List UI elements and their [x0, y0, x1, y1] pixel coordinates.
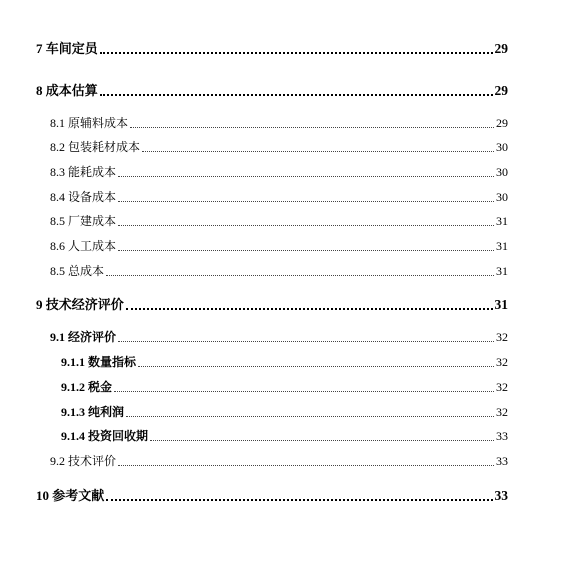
toc-entry-chapter-9[interactable]: [36, 294, 508, 313]
toc-page-number: 32: [496, 355, 508, 369]
toc-entry-label: 9.1.2 税金: [61, 380, 113, 394]
toc-entry-label: 9.1.3 纯利润: [61, 405, 125, 419]
toc-entry-8-1[interactable]: [50, 114, 508, 131]
toc-entry-label: 9.1 经济评价: [50, 330, 117, 344]
toc-leader-dots: [118, 201, 494, 202]
toc-page-number: 33: [496, 429, 508, 443]
toc-entry-9-1-3[interactable]: [61, 403, 508, 420]
toc-page-number: 29: [496, 116, 508, 130]
toc-leader-dots: [106, 499, 492, 501]
toc-page-number: 31: [494, 297, 508, 312]
toc-entry-label: 9.1.1 数量指标: [61, 355, 137, 369]
toc-entry-chapter-8[interactable]: [36, 80, 508, 99]
toc-leader-dots: [106, 275, 494, 276]
toc-entry-label: 8.5 厂建成本: [50, 214, 117, 228]
toc-entry-label: 8.1 原辅料成本: [50, 116, 129, 130]
toc-entry-8-3[interactable]: [50, 163, 508, 180]
toc-page-number: 30: [496, 190, 508, 204]
toc-entry-label: 8.5 总成本: [50, 264, 105, 278]
toc-leader-dots: [100, 52, 493, 54]
toc-leader-dots: [118, 250, 494, 251]
toc-page-number: 32: [496, 330, 508, 344]
toc-page-number: 31: [496, 264, 508, 278]
toc-entry-label: 10 参考文献: [36, 488, 105, 503]
toc-page-number: 32: [496, 380, 508, 394]
toc-entry-label: 9 技术经济评价: [36, 297, 124, 312]
toc-entry-chapter-7[interactable]: [36, 38, 508, 57]
toc-entry-9-1[interactable]: [50, 328, 508, 345]
toc-entry-8-total[interactable]: [50, 262, 508, 279]
toc-leader-dots: [114, 391, 494, 392]
toc-entry-label: 8.4 设备成本: [50, 190, 117, 204]
toc-page-number: 31: [496, 214, 508, 228]
toc-leader-dots: [150, 440, 494, 441]
toc-entry-label: 8 成本估算: [36, 83, 98, 98]
toc-entry-8-5[interactable]: [50, 212, 508, 229]
toc-page-number: 32: [496, 405, 508, 419]
toc-leader-dots: [118, 176, 494, 177]
toc-entry-label: 9.1.4 投资回收期: [61, 429, 149, 443]
toc-page-number: 30: [496, 165, 508, 179]
toc-entry-label: 8.2 包装耗材成本: [50, 140, 141, 154]
toc-entry-8-4[interactable]: [50, 188, 508, 205]
toc-page-number: 29: [494, 41, 508, 56]
toc-leader-dots: [118, 341, 494, 342]
toc-page-number: 33: [496, 454, 508, 468]
toc-leader-dots: [126, 416, 494, 417]
toc-leader-dots: [118, 465, 494, 466]
toc-page-number: 31: [496, 239, 508, 253]
toc-leader-dots: [130, 127, 494, 128]
toc-page-number: 33: [494, 488, 508, 503]
toc-leader-dots: [138, 366, 494, 367]
toc-entry-8-2[interactable]: [50, 138, 508, 155]
toc-leader-dots: [142, 151, 494, 152]
toc-entry-9-1-4[interactable]: [61, 427, 508, 444]
toc-entry-9-2[interactable]: [50, 452, 508, 469]
toc-page-number: 29: [494, 83, 508, 98]
toc-leader-dots: [100, 94, 493, 96]
toc-leader-dots: [118, 225, 494, 226]
toc-entry-label: 9.2 技术评价: [50, 454, 117, 468]
toc-page-number: 30: [496, 140, 508, 154]
toc-entry-9-1-1[interactable]: [61, 353, 508, 370]
toc-entry-label: 7 车间定员: [36, 41, 98, 56]
toc-entry-chapter-10[interactable]: [36, 485, 508, 504]
toc-entry-8-6[interactable]: [50, 237, 508, 254]
toc-entry-9-1-2[interactable]: [61, 378, 508, 395]
toc-entry-label: 8.6 人工成本: [50, 239, 117, 253]
toc-leader-dots: [126, 308, 493, 310]
toc-entry-label: 8.3 能耗成本: [50, 165, 117, 179]
